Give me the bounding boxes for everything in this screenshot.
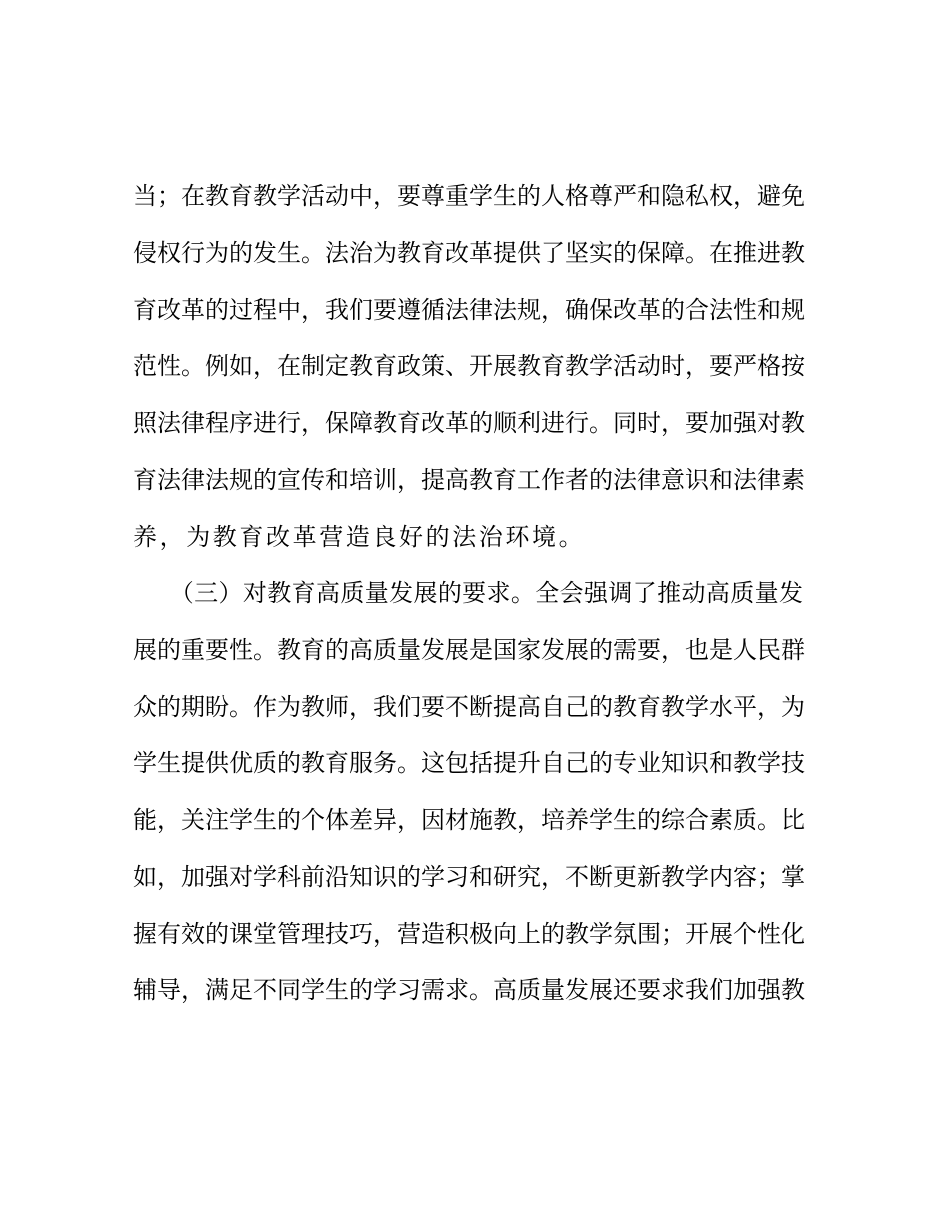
text-line: 握有效的课堂管理技巧，营造积极向上的教学氛围；开展个性化 (133, 920, 805, 948)
paragraph-heading-line: （三）对教育高质量发展的要求。全会强调了推动高质量发 (133, 579, 803, 607)
text-line: 当；在教育教学活动中，要尊重学生的人格尊严和隐私权，避免 (133, 182, 805, 210)
text-line: 侵权行为的发生。法治为教育改革提供了坚实的保障。在推进教 (133, 239, 805, 267)
text-line: 展的重要性。教育的高质量发展是国家发展的需要，也是人民群 (133, 636, 805, 664)
text-line: 养，为教育改革营造良好的法治环境。 (133, 523, 586, 551)
text-line: 学生提供优质的教育服务。这包括提升自己的专业知识和教学技 (133, 749, 805, 777)
text-line: 能，关注学生的个体差异，因材施教，培养学生的综合素质。比 (133, 806, 805, 834)
text-line: 众的期盼。作为教师，我们要不断提高自己的教育教学水平，为 (133, 693, 805, 721)
text-line: 育改革的过程中，我们要遵循法律法规，确保改革的合法性和规 (133, 296, 805, 324)
text-line: 育法律法规的宣传和培训，提高教育工作者的法律意识和法律素 (133, 466, 805, 494)
text-line: 如，加强对学科前沿知识的学习和研究，不断更新教学内容；掌 (133, 863, 805, 891)
text-line: 范性。例如，在制定教育政策、开展教育教学活动时，要严格按 (133, 352, 805, 380)
text-line: 照法律程序进行，保障教育改革的顺利进行。同时，要加强对教 (133, 409, 805, 437)
text-line: 辅导，满足不同学生的学习需求。高质量发展还要求我们加强教 (133, 976, 805, 1004)
